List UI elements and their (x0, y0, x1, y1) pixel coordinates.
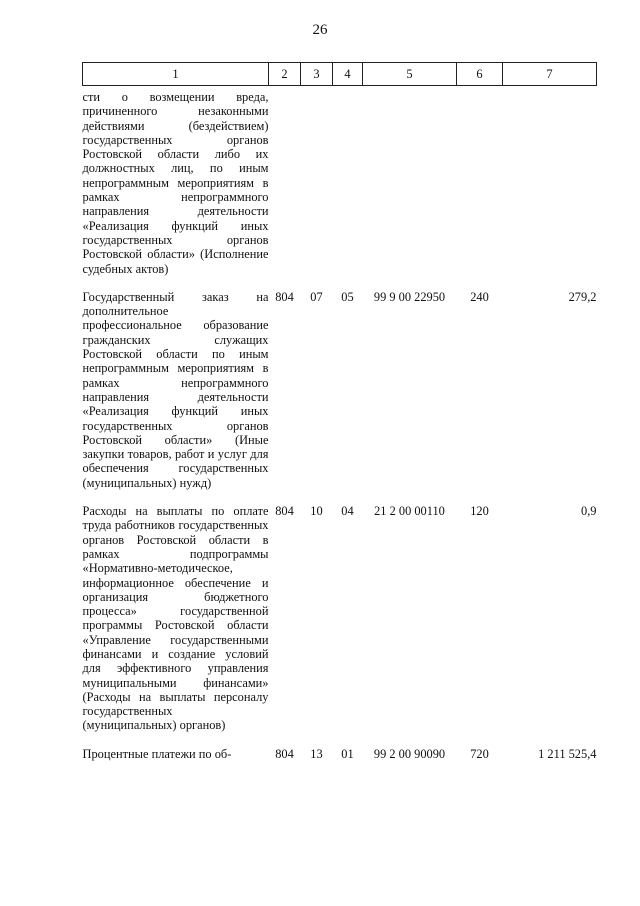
cell-section: 10 (310, 504, 323, 519)
row-description: сти о возмещении вреда, причиненного незаконными действиями (бездействием) государственных органов Ростовской области либо их должностных лиц, по иным непрограммным мероприятиям в рамках непрограммного направления деятельности «Реализация функций иных государственных органов Ростовской области» (Исполнение судебных актов) (82, 90, 269, 276)
cell-ministry-code: 804 (275, 746, 294, 761)
cell-subsection (333, 86, 363, 276)
column-header-1: 1 (83, 63, 269, 86)
cell-amount: 0,9 (581, 504, 597, 519)
cell-target-article: 99 9 00 22950 (373, 289, 446, 304)
column-header-7: 7 (503, 63, 597, 86)
cell-target-article (363, 86, 457, 276)
column-header-2: 2 (269, 63, 301, 86)
column-header-5: 5 (363, 63, 457, 86)
cell-subsection: 01 (341, 746, 354, 761)
table-row (83, 747, 597, 761)
cell-target-article: 21 2 00 00110 (374, 504, 445, 519)
cell-ministry-code: 804 (275, 289, 294, 304)
table-row (83, 290, 597, 490)
cell-expense-type (457, 86, 503, 276)
column-header-4: 4 (333, 63, 363, 86)
cell-subsection: 04 (341, 504, 354, 519)
cell-section: 13 (310, 746, 323, 761)
row-spacer (83, 490, 597, 504)
cell-section (301, 86, 333, 276)
cell-ministry-code: 804 (275, 504, 294, 519)
cell-target-article: 99 2 00 90090 (373, 746, 446, 761)
row-spacer (83, 733, 597, 747)
budget-table (82, 62, 597, 761)
row-description: Процентные платежи по об- (82, 746, 232, 761)
cell-amount: 1 211 525,4 (538, 746, 597, 761)
row-description: Расходы на выплаты по оплате труда работников государственных органов Ростовской области в рамках подпрограммы «Нормативно-методическое, информационное обеспечение и организация бюджетного процесса» государственной программы Ростовской области «Управление государственными финансами и создание условий для эффективного управления муниципальными финансами» (Расходы на выплаты персоналу государственных (муниципальных) органов) (82, 504, 269, 733)
table-row (83, 504, 597, 733)
cell-expense-type: 720 (470, 746, 489, 761)
cell-subsection: 05 (341, 289, 354, 304)
cell-expense-type: 120 (470, 504, 489, 519)
cell-amount (503, 86, 597, 276)
cell-amount: 279,2 (568, 289, 597, 304)
table-header-row (83, 63, 597, 86)
page-number: 26 (312, 22, 328, 38)
column-header-6: 6 (457, 63, 503, 86)
row-spacer (83, 276, 597, 290)
column-header-3: 3 (301, 63, 333, 86)
row-description: Государственный заказ на дополнительное профессиональное образование гражданских служащих Ростовской области по иным непрограммным мероприятиям в рамках непрограммного направления деятельности «Реализация функций иных государственных органов Ростовской области» (Иные закупки товаров, работ и услуг для обеспечения государственных (муниципальных) нужд) (82, 289, 269, 490)
cell-expense-type: 240 (470, 289, 489, 304)
cell-section: 07 (310, 289, 323, 304)
cell-ministry-code (269, 86, 301, 276)
table-row (83, 86, 597, 276)
